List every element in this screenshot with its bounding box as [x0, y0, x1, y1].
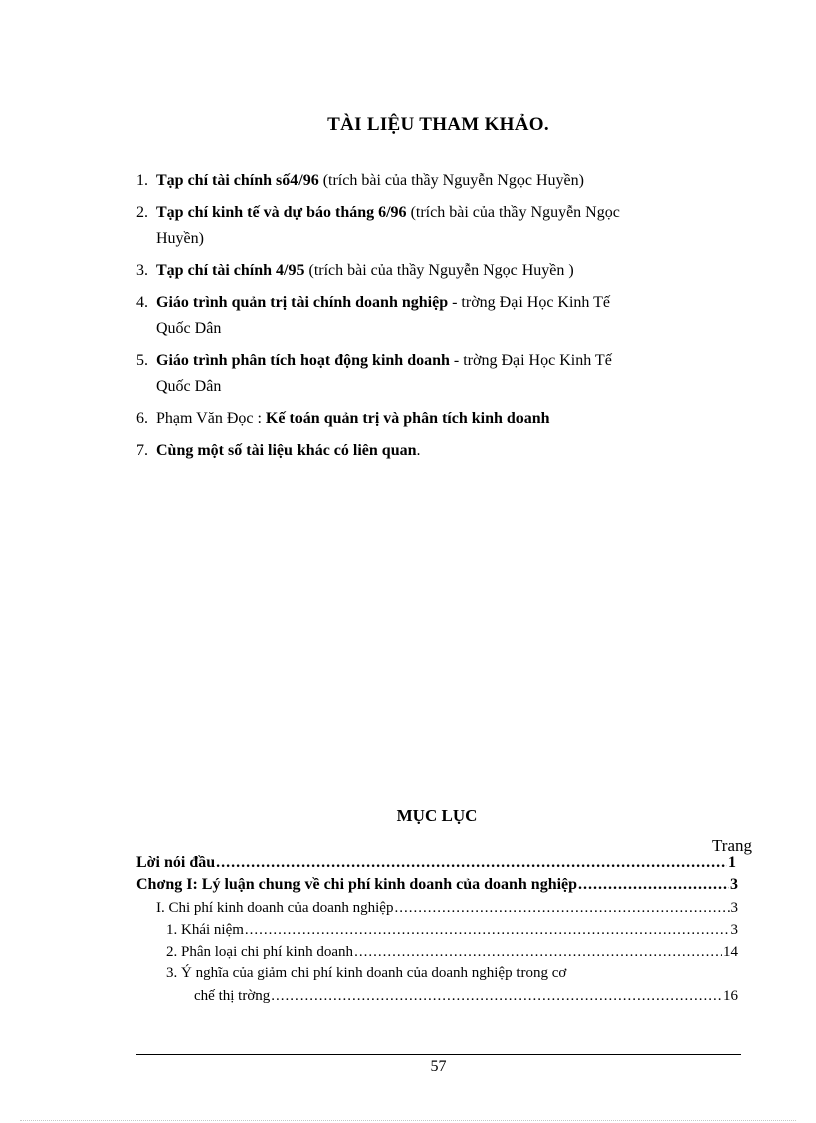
reference-item [136, 348, 740, 400]
reference-item [136, 258, 740, 284]
reference-item [136, 200, 740, 252]
reference-item [136, 406, 740, 432]
toc-entry-label: 2. Phân loại chi phí kinh doanh [166, 944, 354, 960]
toc-entry-page: 3 [730, 922, 738, 938]
footer-divider [136, 1054, 741, 1055]
toc-entry-page: 3 [730, 900, 738, 916]
reference-item [136, 290, 740, 342]
reference-title: Tạp chí tài chính số4/96 [156, 172, 319, 189]
reference-continuation: Huyền) [156, 230, 204, 247]
toc-entry [166, 922, 738, 940]
reference-number: 2. [136, 204, 148, 221]
reference-item [136, 438, 740, 464]
toc-entry [136, 854, 736, 872]
page-edge-divider [20, 1120, 796, 1121]
toc-entry-label: Chơng I: Lý luận chung về chi phí kinh doanh của doanh nghiệp [136, 876, 578, 893]
toc-title: MỤC LỤC [396, 806, 478, 825]
reference-continuation: Quốc Dân [156, 378, 222, 395]
toc-leader-dots [271, 988, 722, 1006]
toc-entry-label: I. Chi phí kinh doanh của doanh nghiệp [156, 900, 394, 916]
reference-title: Kế toán quản trị và phân tích kinh doanh [265, 410, 550, 427]
reference-continuation: Quốc Dân [156, 320, 222, 337]
reference-note: . [416, 442, 421, 459]
reference-title: Cùng một số tài liệu khác có liên quan [156, 442, 417, 459]
toc-entry-label: chế thị trờng [194, 988, 271, 1004]
reference-note: (trích bài của thầy Nguyễn Ngọc Huyền) [318, 172, 584, 189]
reference-number: 5. [136, 352, 148, 369]
toc-leader-dots [245, 922, 730, 940]
toc-entry-label: 3. Ý nghĩa của giảm chi phí kinh doanh của doanh nghiệp trong cơ [166, 965, 567, 981]
reference-number: 7. [136, 442, 148, 459]
reference-note: - trờng Đại Học Kinh Tế [449, 352, 612, 369]
reference-number: 3. [136, 262, 148, 279]
toc-entry-page: 14 [723, 944, 738, 960]
references-title: TÀI LIỆU THAM KHẢO. [327, 114, 549, 135]
toc-page-header: Trang [712, 836, 752, 855]
toc-entry [166, 944, 738, 962]
toc-entry [156, 900, 738, 918]
toc-entry-label: 1. Khái niệm [166, 922, 244, 938]
reference-number: 6. [136, 410, 148, 427]
reference-item [136, 168, 740, 194]
toc-entry-page: 3 [730, 876, 738, 893]
toc-entry [194, 988, 738, 1006]
reference-title: Tạp chí kinh tế và dự báo tháng 6/96 [156, 204, 407, 221]
reference-number: 4. [136, 294, 148, 311]
reference-note: (trích bài của thầy Nguyễn Ngọc [406, 204, 620, 221]
toc-entry-page: 1 [728, 854, 736, 871]
reference-title: Tạp chí tài chính 4/95 [156, 262, 305, 279]
reference-title: Giáo trình quản trị tài chính doanh nghiệp [156, 294, 449, 311]
reference-title: Giáo trình phân tích hoạt động kinh doanh [156, 352, 450, 369]
toc-entry-page: 16 [723, 988, 738, 1004]
reference-note: - trờng Đại Học Kinh Tế [448, 294, 610, 311]
toc-leader-dots [354, 944, 722, 962]
page-number: 57 [430, 1058, 447, 1075]
toc-entry [166, 965, 566, 982]
reference-number: 1. [136, 172, 148, 189]
reference-author: Phạm Văn Đọc : [156, 410, 266, 427]
toc-entry [136, 876, 738, 894]
toc-leader-dots [578, 876, 729, 894]
reference-note: (trích bài của thầy Nguyễn Ngọc Huyền ) [304, 262, 574, 279]
references-list [136, 168, 740, 470]
toc-leader-dots [394, 900, 729, 918]
toc-leader-dots [216, 854, 727, 872]
toc-entry-label: Lời nói đầu [136, 854, 216, 871]
